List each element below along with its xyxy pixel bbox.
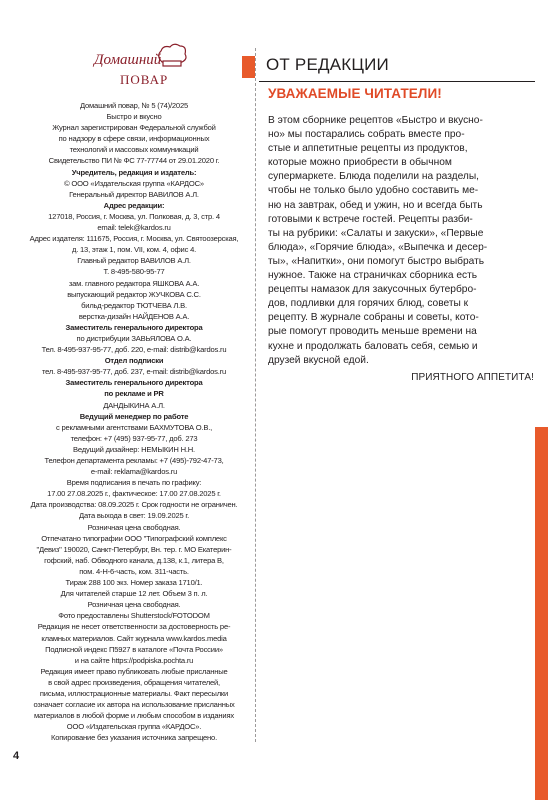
imprint-line: Дата выхода в свет: 19.09.2025 г. <box>79 511 189 521</box>
page-edge-tab <box>535 427 548 800</box>
imprint-line: по рекламе и PR <box>104 389 164 399</box>
imprint-line: Генеральный директор ВАВИЛОВ А.Л. <box>69 189 199 199</box>
imprint-line: технологий и массовых коммуникаций <box>69 145 199 155</box>
imprint-line: Для читателей старше 12 лет. Объем 3 п. л. <box>60 589 208 599</box>
body-line: ню на завтрак, обед и ужин, но и всегда быть <box>268 199 483 211</box>
body-line: кухне и продолжать баловать себя, семью и <box>268 340 478 352</box>
imprint-line: © ООО «Издательская группа «КАРДОС» <box>64 178 204 188</box>
editorial-body <box>268 114 536 368</box>
imprint-line: Журнал зарегистрирован Федеральной службой <box>52 123 216 133</box>
imprint-line: e-mail: reklama@kardos.ru <box>90 467 178 477</box>
imprint-line: письма, иллюстрационные материалы. Факт пересылки <box>39 688 229 698</box>
header-accent-bar <box>242 56 255 78</box>
imprint-line: гофский, наб. Обводного канала, д.138, к.1, литера В, <box>44 555 224 565</box>
imprint-line: Заместитель генерального директора <box>65 378 203 388</box>
imprint-line: телефон: +7 (495) 937-95-77, доб. 273 <box>70 433 198 443</box>
imprint-line: с рекламными агентствами БАХМУТОВА О.В., <box>55 422 213 432</box>
editorial-subhead: УВАЖАЕМЫЕ ЧИТАТЕЛИ! <box>268 86 442 101</box>
imprint-line: Заместитель генерального директора <box>65 322 203 332</box>
body-line: рые помогут проводить меньше времени на <box>268 326 477 338</box>
body-line: нужное. Также на страничках сборника есть <box>268 270 478 282</box>
imprint-line: Главный редактор ВАВИЛОВ А.Л. <box>77 256 191 266</box>
imprint-line: Фото предоставлены Shutterstock/FOTODOM <box>58 611 210 621</box>
imprint-line: ДАНДЫКИНА А.Л. <box>103 400 165 410</box>
imprint-line: материалов в любой форме и любым способом в изданиях <box>34 711 234 721</box>
imprint-line: тел. 8-495-937-95-77, доб. 237, e-mail: distrib@kardos.ru <box>41 367 227 377</box>
magazine-logo <box>94 50 214 98</box>
section-title: ОТ РЕДАКЦИИ <box>266 55 389 74</box>
imprint-line: Тел. 8-495-937-95-77, доб. 220, e-mail: distrib@kardos.ru <box>41 345 227 355</box>
imprint-line: Ведущий дизайнер: НЕМЫКИН Н.Н. <box>73 444 195 454</box>
imprint-line: кламных материалов. Сайт журнала www.kardos.media <box>41 633 227 643</box>
body-line: рецепты намазок для закусочных бутербро- <box>268 284 477 296</box>
body-line: дов, подливки для горячих блюд, советы к <box>268 298 469 310</box>
imprint-line: Быстро и вкусно <box>106 112 162 122</box>
imprint-line: Адрес редакции: <box>103 200 165 210</box>
logo-sub-text: ПОВАР <box>120 72 169 87</box>
body-line: чтобы не только было удобно составить ме- <box>268 185 479 197</box>
imprint-line: Учредитель, редакция и издатель: <box>71 167 197 177</box>
body-line: В этом сборнике рецептов «Быстро и вкусно- <box>268 115 483 126</box>
imprint-line: Адрес издателя: 111675, Россия, г. Москва, ул. Святоозерская, <box>29 234 239 244</box>
page-number: 4 <box>13 750 20 762</box>
body-line: блюда», «Горячие блюда», «Выпечка и десер- <box>268 241 488 253</box>
body-line: которые можно приобрести в обычном <box>268 157 452 169</box>
imprint-line: email: telek@kardos.ru <box>97 223 171 233</box>
imprint-line: Тираж 288 100 экз. Номер заказа 1710/1. <box>65 578 203 588</box>
watermark-text: PassionForum.ru <box>436 785 505 795</box>
imprint-line: Копирование без указания источника запрещено. <box>51 733 217 743</box>
imprint-line: выпускающий редактор ЖУЧКОВА С.С. <box>67 289 201 299</box>
imprint-line: Редакция не несет ответственности за достоверность ре- <box>37 622 231 632</box>
body-line: стые и аппетитные рецепты из продуктов, <box>268 143 468 155</box>
body-line: супермаркете. Блюда поделили на разделы, <box>268 171 480 183</box>
imprint-line: ООО «Издательская группа «КАРДОС». <box>66 722 202 732</box>
imprint-line: 17.00 27.08.2025 г., фактическое: 17.00 27.08.2025 г. <box>47 489 221 499</box>
logo-script-text: Домашний <box>94 52 162 68</box>
body-line: друзей вкусной едой. <box>268 354 369 366</box>
imprint-line: Отдел подписки <box>104 356 164 366</box>
imprint-line: бильд-редактор ТЮТЧЕВА Л.В. <box>81 300 187 310</box>
imprint-line: пом. 4-Н-6-часть, ком. 311-часть. <box>79 566 189 576</box>
imprint-line: Телефон департамента рекламы: +7 (495)-792-47-73, <box>44 456 224 465</box>
imprint-line: Редакция имеет право публиковать любые присланные <box>40 666 228 676</box>
editorial-closing: ПРИЯТНОГО АППЕТИТА! <box>411 372 534 383</box>
imprint-line: в свой адрес произведения, обращения читателей, <box>48 677 220 687</box>
imprint-line: верстка-дизайн НАЙДЕНОВ А.А. <box>78 311 190 321</box>
imprint-line: Т. 8-495-580-95-77 <box>103 267 165 277</box>
body-line: ты на рубрики: «Салаты и закуски», «Первые <box>268 227 484 239</box>
body-line: но» мы постарались собрать вместе про- <box>268 129 465 141</box>
column-divider <box>255 48 256 742</box>
imprint-line: Дата производства: 08.09.2025 г. Срок годности не ограничен. <box>30 500 238 510</box>
body-line: рецепту. В журнале собраны и советы, кото- <box>268 312 479 324</box>
imprint-line: Отпечатано типографии ООО "Типографский комплекс <box>41 533 227 543</box>
imprint-line: д. 13, этаж 1, пом. VII, ком. 4, офис 4. <box>71 245 197 255</box>
imprint-line: Розничная цена свободная. <box>87 522 181 532</box>
imprint-line: Свидетельство ПИ № ФС 77-77744 от 29.01.2020 г. <box>48 156 220 166</box>
imprint-line: Ведущий менеджер по работе <box>79 411 189 421</box>
imprint-line: Время подписания в печать по графику: <box>66 478 202 488</box>
imprint-line: "Девиз" 190020, Санкт-Петербург, Вн. тер. г. МО Екатерин- <box>36 544 232 554</box>
imprint-line: Подписной индекс П5927 в каталоге «Почта России» <box>45 644 223 654</box>
imprint-line: по дистрибуции ЗАВЬЯЛОВА О.А. <box>76 333 192 343</box>
header-rule <box>259 81 535 82</box>
imprint-line: означает согласие их автора на использование присланных <box>33 700 235 710</box>
imprint-line: и на сайте https://podpiska.pochta.ru <box>74 655 194 665</box>
imprint-line: по надзору в сфере связи, информационных <box>58 134 210 144</box>
body-line: ты», «Напитки», они помогут быстро выбрать <box>268 255 485 267</box>
imprint-column <box>14 100 254 743</box>
imprint-line: Розничная цена свободная. <box>87 600 181 610</box>
body-line: готовыми к встрече гостей. Рецепты разби- <box>268 213 473 225</box>
imprint-line: Домашний повар, № 5 (74)/2025 <box>79 101 189 110</box>
imprint-line: 127018, Россия, г. Москва, ул. Полковая, д. 3, стр. 4 <box>48 211 220 221</box>
imprint-line: зам. главного редактора ЯШКОВА А.А. <box>68 278 200 288</box>
